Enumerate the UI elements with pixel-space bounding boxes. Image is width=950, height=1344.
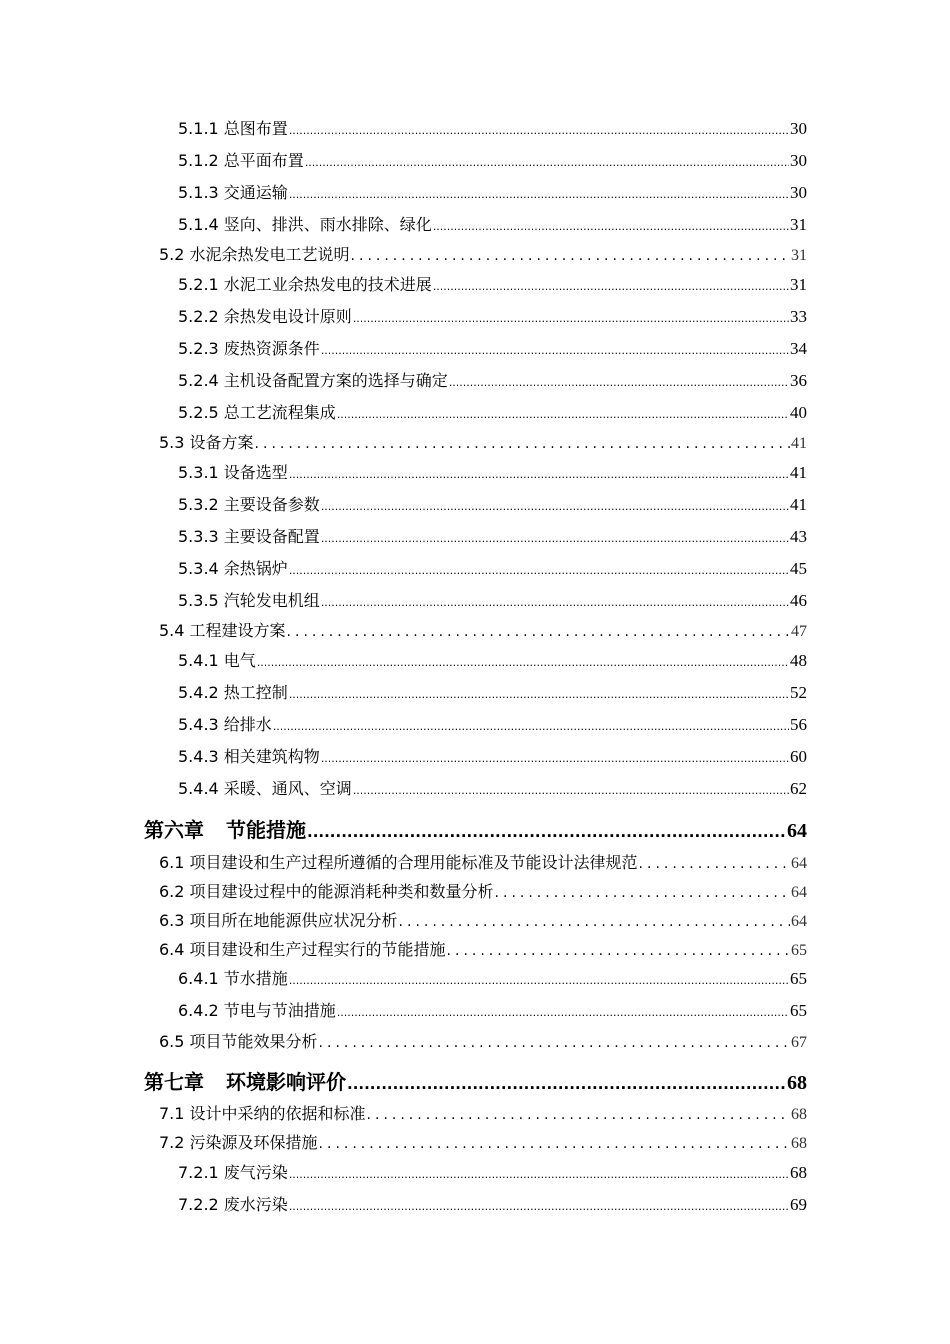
toc-entry-title: 7.2.2 废水污染 bbox=[178, 1195, 288, 1214]
toc-entry[interactable] bbox=[159, 850, 807, 872]
page-number: 31 bbox=[790, 275, 807, 294]
toc-entry[interactable] bbox=[159, 937, 807, 959]
toc-entry[interactable] bbox=[178, 998, 807, 1020]
dot-leader bbox=[289, 1200, 789, 1213]
dot-leader bbox=[319, 1035, 790, 1051]
toc-entry-title: 5.2 水泥余热发电工艺说明 bbox=[159, 245, 350, 264]
dot-leader bbox=[319, 1136, 790, 1152]
page-number: 30 bbox=[790, 183, 807, 202]
toc-entry-title: 5.1.4 竖向、排洪、雨水排除、绿化 bbox=[178, 215, 432, 234]
dot-leader bbox=[347, 1075, 786, 1093]
toc-entry[interactable] bbox=[178, 368, 807, 390]
page-number: 65 bbox=[790, 1001, 807, 1020]
toc-entry-title: 5.1.3 交通运输 bbox=[178, 183, 288, 202]
toc-entry-title: 6.5 项目节能效果分析 bbox=[159, 1032, 318, 1051]
page-number: 68 bbox=[791, 1106, 807, 1123]
page-number: 64 bbox=[791, 884, 807, 901]
page-number: 41 bbox=[791, 435, 807, 452]
chapter-title: 节能措施 bbox=[226, 818, 306, 842]
toc-entry[interactable] bbox=[159, 1101, 807, 1123]
toc-entry[interactable] bbox=[159, 618, 807, 640]
toc-entry-title: 7.1 设计中采纳的依据和标准 bbox=[159, 1104, 366, 1123]
page-number: 30 bbox=[790, 151, 807, 170]
page-number: 47 bbox=[791, 623, 807, 640]
toc-entry-title: 5.1.2 总平面布置 bbox=[178, 151, 304, 170]
toc-entry[interactable] bbox=[178, 712, 807, 734]
page-number: 68 bbox=[787, 1072, 807, 1094]
toc-entry-title: 5.4.4 采暖、通风、空调 bbox=[178, 779, 352, 798]
toc-entry-title: 5.4 工程建设方案 bbox=[159, 621, 286, 640]
page-number: 31 bbox=[791, 247, 807, 264]
toc-chapter-entry[interactable] bbox=[144, 1066, 807, 1094]
toc-entry-title: 5.3.3 主要设备配置 bbox=[178, 527, 320, 546]
toc-entry-title: 5.4.3 相关建筑构物 bbox=[178, 747, 320, 766]
dot-leader bbox=[255, 436, 790, 452]
dot-leader bbox=[321, 752, 789, 765]
dot-leader bbox=[289, 974, 789, 987]
page-number: 67 bbox=[791, 1034, 807, 1051]
page-number: 68 bbox=[791, 1135, 807, 1152]
toc-entry[interactable] bbox=[178, 400, 807, 422]
dot-leader bbox=[321, 500, 789, 513]
toc-entry-title bbox=[144, 1066, 346, 1095]
dot-leader bbox=[353, 312, 789, 325]
dot-leader bbox=[337, 408, 789, 421]
dot-leader bbox=[321, 596, 789, 609]
dot-leader bbox=[287, 624, 790, 640]
page-number: 65 bbox=[791, 942, 807, 959]
chapter-number: 第六章 bbox=[144, 818, 204, 842]
toc-entry-title: 6.4.2 节电与节油措施 bbox=[178, 1001, 336, 1020]
page-number: 52 bbox=[790, 683, 807, 702]
toc-entry-title: 6.3 项目所在地能源供应状况分析 bbox=[159, 911, 398, 930]
toc-entry[interactable] bbox=[178, 1192, 807, 1214]
dot-leader bbox=[289, 124, 789, 137]
page-number: 56 bbox=[790, 715, 807, 734]
page-number: 64 bbox=[791, 913, 807, 930]
toc-entry-title: 5.2.2 余热发电设计原则 bbox=[178, 307, 352, 326]
toc-entry-title: 6.2 项目建设过程中的能源消耗种类和数量分析 bbox=[159, 882, 494, 901]
dot-leader bbox=[495, 885, 790, 901]
toc-entry-title: 5.3 设备方案 bbox=[159, 433, 254, 452]
toc-entry[interactable] bbox=[178, 776, 807, 798]
dot-leader bbox=[321, 344, 789, 357]
toc-entry[interactable] bbox=[159, 430, 807, 452]
toc-entry[interactable] bbox=[178, 272, 807, 294]
toc-entry-title: 6.4.1 节水措施 bbox=[178, 969, 288, 988]
dot-leader bbox=[305, 156, 789, 169]
dot-leader bbox=[321, 532, 789, 545]
page-number: 64 bbox=[791, 855, 807, 872]
dot-leader bbox=[433, 280, 789, 293]
toc-entry[interactable] bbox=[159, 1029, 807, 1051]
toc-entry-title bbox=[144, 814, 306, 843]
toc-entry-title: 5.3.4 余热锅炉 bbox=[178, 559, 288, 578]
dot-leader bbox=[353, 784, 789, 797]
dot-leader bbox=[399, 914, 790, 930]
dot-leader bbox=[289, 688, 789, 701]
toc-entry[interactable] bbox=[178, 1160, 807, 1182]
toc-entry-title: 5.3.2 主要设备参数 bbox=[178, 495, 320, 514]
toc-entry[interactable] bbox=[178, 336, 807, 358]
dot-leader bbox=[447, 943, 790, 959]
toc-entry-title: 6.4 项目建设和生产过程实行的节能措施 bbox=[159, 940, 446, 959]
dot-leader bbox=[257, 656, 789, 669]
toc-entry[interactable] bbox=[178, 180, 807, 202]
toc-entry[interactable] bbox=[178, 212, 807, 234]
toc-entry-title: 5.2.4 主机设备配置方案的选择与确定 bbox=[178, 371, 448, 390]
toc-entry-title: 6.1 项目建设和生产过程所遵循的合理用能标准及节能设计法律规范 bbox=[159, 853, 638, 872]
toc-entry-title: 7.2 污染源及环保措施 bbox=[159, 1133, 318, 1152]
toc-entry-title: 5.3.5 汽轮发电机组 bbox=[178, 591, 320, 610]
toc-entry[interactable] bbox=[159, 908, 807, 930]
toc-entry-title: 5.2.5 总工艺流程集成 bbox=[178, 403, 336, 422]
dot-leader bbox=[307, 823, 786, 841]
toc-entry[interactable] bbox=[178, 460, 807, 482]
page-number: 45 bbox=[790, 559, 807, 578]
toc-entry[interactable] bbox=[178, 524, 807, 546]
page-number: 40 bbox=[790, 403, 807, 422]
page-number: 41 bbox=[790, 463, 807, 482]
page-number: 69 bbox=[790, 1195, 807, 1214]
toc-chapter-entry[interactable] bbox=[144, 814, 807, 842]
dot-leader bbox=[449, 376, 789, 389]
page-number: 65 bbox=[790, 969, 807, 988]
toc-entry[interactable] bbox=[178, 492, 807, 514]
dot-leader bbox=[351, 248, 790, 264]
toc-entry[interactable] bbox=[159, 1130, 807, 1152]
toc-entry[interactable] bbox=[178, 588, 807, 610]
toc-entry-title: 5.3.1 设备选型 bbox=[178, 463, 288, 482]
toc-entry-title: 5.4.2 热工控制 bbox=[178, 683, 288, 702]
page-number: 41 bbox=[790, 495, 807, 514]
page-number: 46 bbox=[790, 591, 807, 610]
toc-entry[interactable] bbox=[178, 966, 807, 988]
page-number: 30 bbox=[790, 119, 807, 138]
dot-leader bbox=[289, 1168, 789, 1181]
page-number: 62 bbox=[790, 779, 807, 798]
toc-entry[interactable] bbox=[178, 680, 807, 702]
page-number: 43 bbox=[790, 527, 807, 546]
toc-entry[interactable] bbox=[159, 242, 807, 264]
toc-entry-title: 7.2.1 废气污染 bbox=[178, 1163, 288, 1182]
dot-leader bbox=[273, 720, 789, 733]
toc-entry[interactable] bbox=[178, 148, 807, 170]
page-number: 48 bbox=[790, 651, 807, 670]
page-number: 36 bbox=[790, 371, 807, 390]
page-number: 68 bbox=[790, 1163, 807, 1182]
toc-entry-title: 5.2.3 废热资源条件 bbox=[178, 339, 320, 358]
toc-entry[interactable] bbox=[178, 744, 807, 766]
page-number: 33 bbox=[790, 307, 807, 326]
toc-entry-title: 5.2.1 水泥工业余热发电的技术进展 bbox=[178, 275, 432, 294]
dot-leader bbox=[639, 856, 790, 872]
toc-entry[interactable] bbox=[178, 304, 807, 326]
toc-entry-title: 5.4.3 给排水 bbox=[178, 715, 272, 734]
toc-entry-title: 5.1.1 总图布置 bbox=[178, 119, 288, 138]
toc-entry[interactable] bbox=[178, 116, 807, 138]
dot-leader bbox=[337, 1006, 789, 1019]
chapter-number: 第七章 bbox=[144, 1070, 204, 1094]
toc-entry[interactable] bbox=[178, 648, 807, 670]
dot-leader bbox=[289, 468, 789, 481]
toc-entry[interactable] bbox=[178, 556, 807, 578]
dot-leader bbox=[433, 220, 789, 233]
toc-entry[interactable] bbox=[159, 879, 807, 901]
page-number: 34 bbox=[790, 339, 807, 358]
page-number: 31 bbox=[790, 215, 807, 234]
page-number: 64 bbox=[787, 820, 807, 842]
chapter-title: 环境影响评价 bbox=[226, 1070, 346, 1094]
toc-entry-title: 5.4.1 电气 bbox=[178, 651, 256, 670]
page-number: 60 bbox=[790, 747, 807, 766]
dot-leader bbox=[289, 564, 789, 577]
dot-leader bbox=[289, 188, 789, 201]
dot-leader bbox=[367, 1107, 790, 1123]
